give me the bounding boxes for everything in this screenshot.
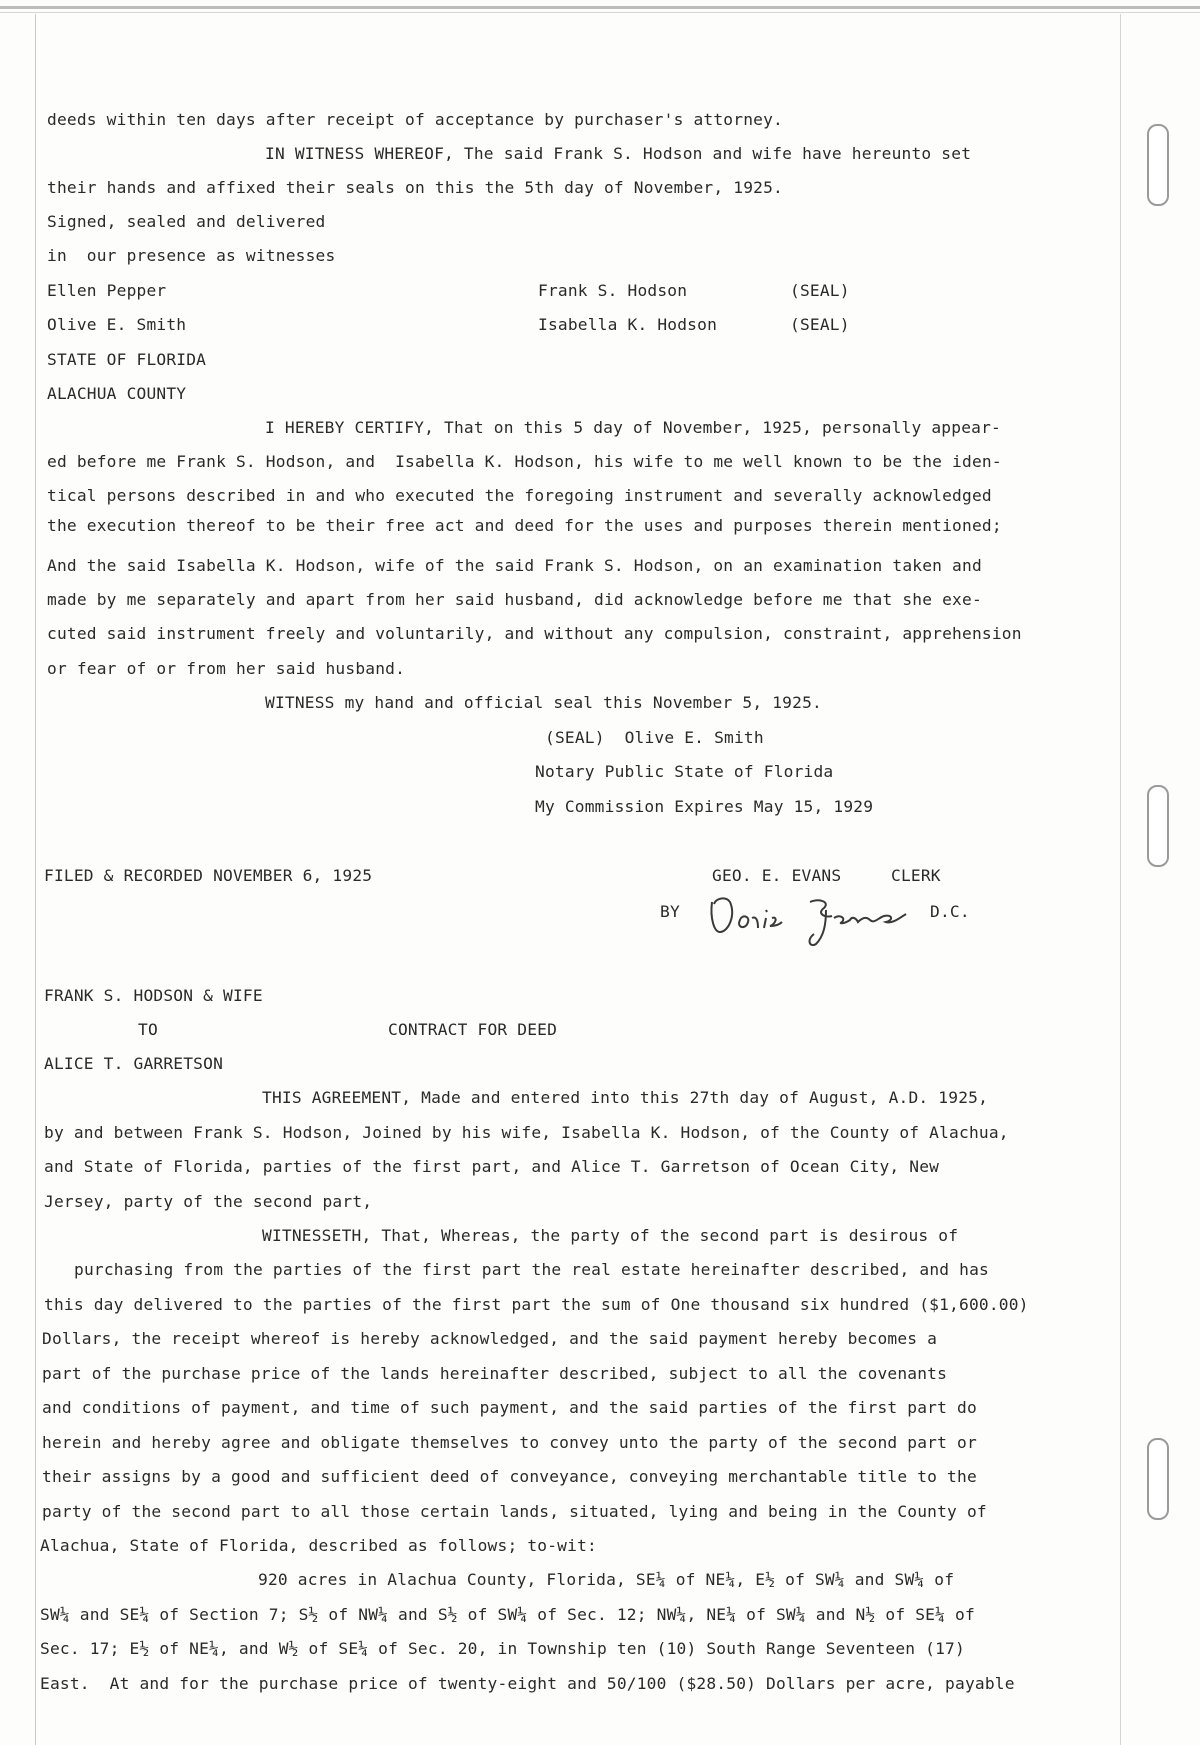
text-line: herein and hereby agree and obligate themselves to convey unto the party of the second part or — [42, 1433, 977, 1452]
text-line: tical persons described in and who executed the foregoing instrument and severally acknowledged — [47, 486, 992, 505]
text-line: ALACHUA COUNTY — [47, 384, 187, 403]
text-line: SW¼ and SE¼ of Section 7; S½ of NW¼ and S½ of SW¼ of Sec. 12; NW¼, NE¼ of SW¼ and N½ of SE¼ of — [40, 1605, 975, 1624]
text-line: their assigns by a good and sufficient deed of conveyance, conveying merchantable title to the — [42, 1467, 977, 1486]
binder-hole-top — [1147, 124, 1169, 206]
dc-label: D.C. — [930, 902, 970, 921]
text-line: cuted said instrument freely and voluntarily, and without any compulsion, constraint, apprehension — [47, 624, 1022, 643]
notary-seal-line: (SEAL) Olive E. Smith — [545, 728, 764, 747]
right-margin-line — [1120, 14, 1121, 1745]
witness-name: Ellen Pepper — [47, 281, 167, 300]
clerk-signature — [706, 888, 926, 948]
left-margin-line — [35, 14, 36, 1745]
by-label: BY — [660, 902, 680, 921]
text-line: purchasing from the parties of the first part the real estate hereinafter described, and has — [74, 1260, 990, 1279]
witness-name: Olive E. Smith — [47, 315, 187, 334]
parties-to: TO — [138, 1020, 158, 1039]
text-line: ed before me Frank S. Hodson, and Isabella K. Hodson, his wife to me well known to be the iden- — [47, 452, 1002, 471]
text-line: deeds within ten days after receipt of acceptance by purchaser's attorney. — [47, 110, 783, 129]
text-line: I HEREBY CERTIFY, That on this 5 day of November, 1925, personally appear- — [265, 418, 1001, 437]
text-line: their hands and affixed their seals on this the 5th day of November, 1925. — [47, 178, 783, 197]
instrument-title: CONTRACT FOR DEED — [388, 1020, 558, 1039]
notary-title: Notary Public State of Florida — [535, 762, 834, 781]
text-line: this day delivered to the parties of the first part the sum of One thousand six hundred ($1,600.00) — [44, 1295, 1029, 1314]
text-line: East. At and for the purchase price of twenty-eight and 50/100 ($28.50) Dollars per acre, payable — [40, 1674, 1015, 1693]
text-line: WITNESS my hand and official seal this November 5, 1925. — [265, 693, 822, 712]
text-line: and conditions of payment, and time of such payment, and the said parties of the first part do — [42, 1398, 977, 1417]
top-border — [0, 6, 1200, 9]
text-line: made by me separately and apart from her said husband, did acknowledge before me that she exe- — [47, 590, 982, 609]
text-line: Jersey, party of the second part, — [44, 1192, 373, 1211]
text-line: in our presence as witnesses — [47, 246, 336, 265]
filed-recorded: FILED & RECORDED NOVEMBER 6, 1925 — [44, 866, 373, 885]
text-line: Signed, sealed and delivered — [47, 212, 326, 231]
text-line: party of the second part to all those certain lands, situated, lying and being in the County of — [42, 1502, 987, 1521]
text-line: WITNESSETH, That, Whereas, the party of the second part is desirous of — [262, 1226, 959, 1245]
signer-name: Isabella K. Hodson — [538, 315, 718, 334]
text-line: by and between Frank S. Hodson, Joined by his wife, Isabella K. Hodson, of the County of Alachua, — [44, 1123, 1009, 1142]
text-line: part of the purchase price of the lands hereinafter described, subject to all the covenants — [42, 1364, 948, 1383]
binder-hole-bottom — [1147, 1438, 1169, 1520]
text-line: IN WITNESS WHEREOF, The said Frank S. Hodson and wife have hereunto set — [265, 144, 972, 163]
text-line: THIS AGREEMENT, Made and entered into this 27th day of August, A.D. 1925, — [262, 1088, 989, 1107]
text-line: Alachua, State of Florida, described as follows; to-wit: — [40, 1536, 597, 1555]
seal-label: (SEAL) — [790, 281, 850, 300]
text-line: and State of Florida, parties of the first part, and Alice T. Garretson of Ocean City, New — [44, 1157, 940, 1176]
text-line: the execution thereof to be their free act and deed for the uses and purposes therein mentioned; — [47, 516, 1002, 535]
seal-label: (SEAL) — [790, 315, 850, 334]
top-border-inner — [0, 12, 1200, 13]
text-line: STATE OF FLORIDA — [47, 350, 207, 369]
text-line: And the said Isabella K. Hodson, wife of the said Frank S. Hodson, on an examination taken and — [47, 556, 982, 575]
parties-grantee: ALICE T. GARRETSON — [44, 1054, 224, 1073]
signer-name: Frank S. Hodson — [538, 281, 688, 300]
text-line: Sec. 17; E½ of NE¼, and W½ of SE¼ of Sec. 20, in Township ten (10) South Range Seventeen (17) — [40, 1639, 965, 1658]
parties-grantor: FRANK S. HODSON & WIFE — [44, 986, 263, 1005]
clerk-name: GEO. E. EVANS CLERK — [712, 866, 941, 885]
text-line: Dollars, the receipt whereof is hereby acknowledged, and the said payment hereby becomes a — [42, 1329, 938, 1348]
binder-hole-middle — [1147, 785, 1169, 867]
text-line: 920 acres in Alachua County, Florida, SE¼ of NE¼, E½ of SW¼ and SW¼ of — [258, 1570, 955, 1589]
notary-commission: My Commission Expires May 15, 1929 — [535, 797, 874, 816]
text-line: or fear of or from her said husband. — [47, 659, 406, 678]
